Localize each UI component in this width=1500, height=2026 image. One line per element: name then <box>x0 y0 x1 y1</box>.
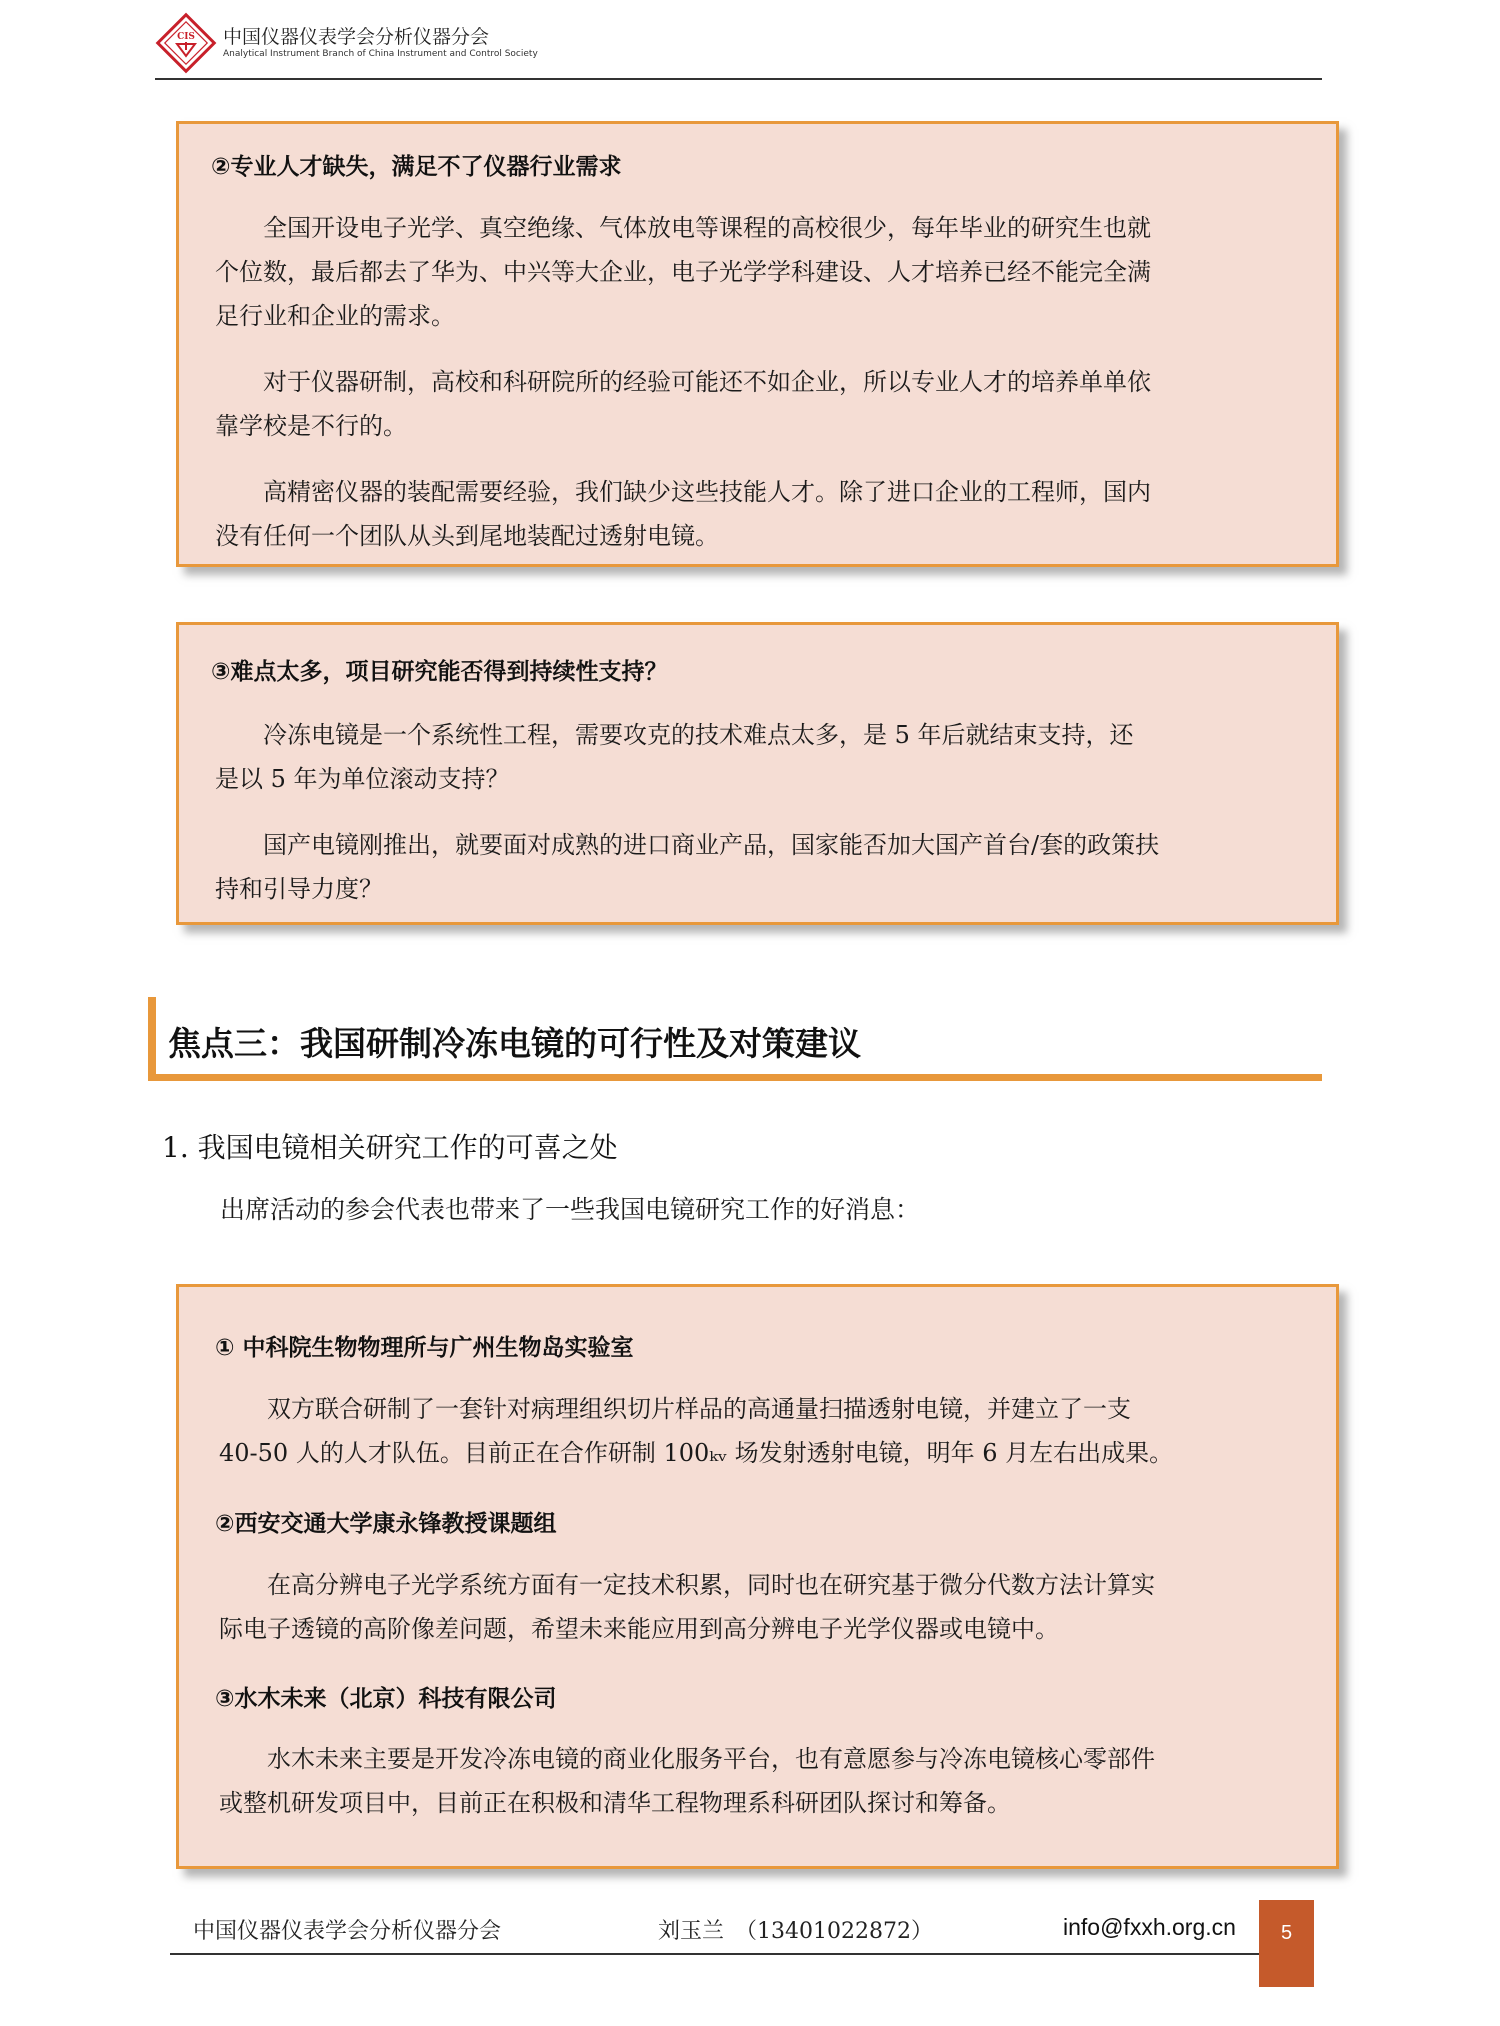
paragraph: 冷冻电镜是一个系统性工程，需要攻克的技术难点太多，是 5 年后就结束支持，还 是以 5 年为单位滚动支持？ <box>215 721 1134 793</box>
page-header <box>155 8 1322 80</box>
footer-org-name: 中国仪器仪表学会分析仪器分会 <box>193 1919 502 1944</box>
footer-contact: 刘玉兰 （13401022872） <box>658 1919 933 1944</box>
page-number: 5 <box>1259 1900 1314 1987</box>
paragraph: 高精密仪器的装配需要经验，我们缺少这些技能人才。除了进口企业的工程师，国内 没有任何一个团队从头到尾地装配过透射电镜。 <box>215 478 1151 550</box>
header-org-name: 中国仪器仪表学会分析仪器分会 <box>223 26 490 48</box>
cis-logo-icon <box>155 12 217 74</box>
callout-box-funding <box>176 622 1339 925</box>
paragraph: 全国开设电子光学、真空绝缘、气体放电等课程的高校很少，每年毕业的研究生也就 个位数，最后都去了华为、中兴等大企业，电子光学学科建设、人才培养已经不能完全满 足行业和企业的需求。 <box>215 214 1151 330</box>
paragraph: 在高分辨电子光学系统方面有一定技术积累，同时也在研究基于微分代数方法计算实 际电子透镜的高阶像差问题，希望未来能应用到高分辨电子光学仪器或电镜中。 <box>219 1571 1155 1643</box>
sub-heading: 1. 我国电镜相关研究工作的可喜之处 <box>162 1131 618 1164</box>
footer-email: info@fxxh.org.cn <box>1063 1914 1236 1940</box>
section-underline <box>148 1074 1322 1081</box>
section-accent-bar <box>148 997 156 1077</box>
callout-title: ③难点太多，项目研究能否得到持续性支持？ <box>211 659 668 685</box>
paragraph: 水木未来主要是开发冷冻电镜的商业化服务平台，也有意愿参与冷冻电镜核心零部件 或整机研发项目中，目前正在积极和清华工程物理系科研团队探讨和筹备。 <box>219 1745 1155 1817</box>
section-title: 焦点三：我国研制冷冻电镜的可行性及对策建议 <box>168 1024 861 1063</box>
callout-title: ②西安交通大学康永锋教授课题组 <box>215 1511 557 1537</box>
header-org-name-en: Analytical Instrument Branch of China Instrument and Control Society <box>223 49 538 59</box>
footer-divider <box>170 1953 1262 1955</box>
callout-title: ① 中科院生物物理所与广州生物岛实验室 <box>215 1335 634 1361</box>
paragraph: 双方联合研制了一套针对病理组织切片样品的高通量扫描透射电镜，并建立了一支 40-50 人的人才队伍。目前正在合作研制 100ₖᵥ 场发射透射电镜，明年 6 月左右出成果。 <box>219 1395 1174 1467</box>
paragraph: 国产电镜刚推出，就要面对成熟的进口商业产品，国家能否加大国产首台/套的政策扶 持和引导力度？ <box>215 831 1160 903</box>
callout-title: ③水木未来（北京）科技有限公司 <box>215 1686 557 1712</box>
callout-title: ②专业人才缺失，满足不了仪器行业需求 <box>211 154 622 180</box>
callout-box-progress <box>176 1284 1339 1869</box>
intro-paragraph: 出席活动的参会代表也带来了一些我国电镜研究工作的好消息： <box>220 1195 921 1224</box>
callout-box-talent <box>176 121 1339 567</box>
svg-text:CIS: CIS <box>177 32 195 42</box>
paragraph: 对于仪器研制，高校和科研院所的经验可能还不如企业，所以专业人才的培养单单依 靠学校是不行的。 <box>215 368 1151 440</box>
